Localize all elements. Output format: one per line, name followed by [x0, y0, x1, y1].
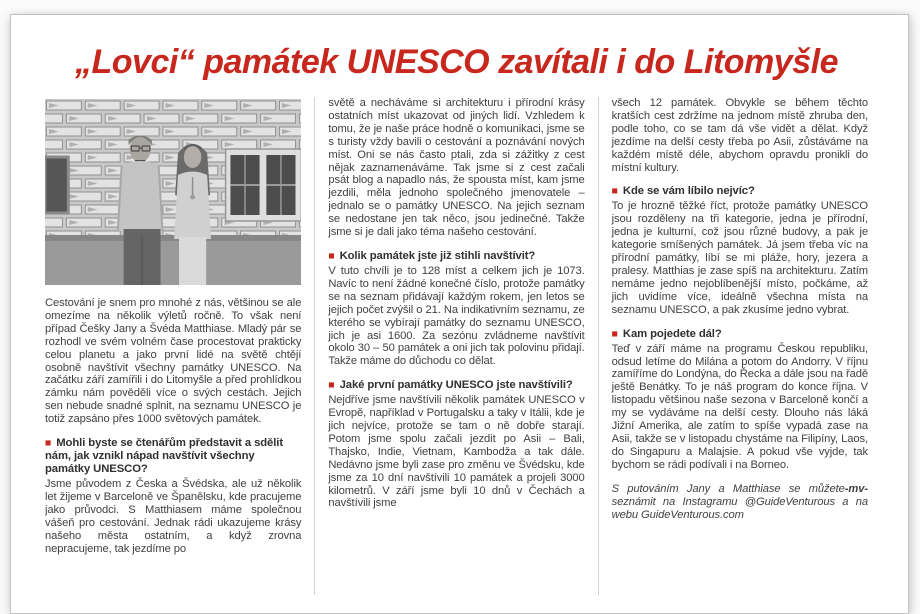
footer-note	[612, 483, 868, 522]
question-2-text: Kolik památek jste již stihli navštívit?	[339, 249, 536, 262]
question-5-text: Kam pojedete dál?	[622, 327, 722, 340]
column-1	[45, 97, 314, 595]
question-3-text: Jaké první památky UNESCO jste navštívili?	[339, 379, 573, 392]
answer-1-continued: světě a necháváme si architekturu i přírodní krásy ostatních míst ukazovat od jiných lidí. Vzhledem k tomu, že je naše práce hodně o komunikaci, jsme se s turisty vždy bavili o cestování a poznávání nových míst. Oni se nás často ptali, zda si zážitky z cest nějak zaznamenáváme. Tak jsme si z cest začali psát blog a napadlo nás, že spousta míst, kam jsme jezdili, měla jednoho společného jmenovatele – jednalo se o památky UNESCO. Na jejich seznam se nedostane jen tak něco, jsou jedinečné. Takže jsme si je dali jako téma našeho cestování.	[328, 97, 585, 239]
author-signature: -mv-	[844, 482, 868, 495]
answer-3-paragraph: Nejdříve jsme navštívili několik památek UNESCO v Evropě, například v Portugalsku a taky v Itálii, kde je jich nejvíce, protože se tam o ně dobře starají. Potom jsme spolu začali jezdit po Asii – Bali, Thajsko, Indie, Vietnam, Kambodža a tak dále. Nedávno jsme byli zase pro změnu ve Švédsku, kde jsme za 10 dní navštívili 10 památek a projeli 3000 kilometrů. V září jsme byli 10 dnů v Čechách a navštívili jsme	[328, 394, 585, 510]
question-5-heading	[612, 328, 868, 341]
intro-paragraph: Cestování je snem pro mnohé z nás, většinou se ale omezíme na několik výletů ročně. To však není případ Češky Jany a Švéda Matthiase. Mladý pár se rozhodl ve svém volném čase procestovat prakticky celou planetu a jako první lidé na světě chtějí osobně navštívit všechny památky UNESCO. Na začátku září zamířili i do Litomyšle a před prohlídkou zámku nám pověděli více o svých cestách. Jejich sen nebude snadné splnit, na seznamu UNESCO je totiž zapsáno přes 1000 světových památek.	[45, 297, 302, 426]
question-4-text: Kde se vám líbilo nejvíc?	[622, 185, 755, 198]
column-2	[314, 97, 597, 595]
footer-note-text: S putováním Jany a Matthiase se můžete seznámit na Instagramu @GuideVenturous a na webu GuideVenturous.com	[611, 482, 868, 521]
column-3	[598, 97, 868, 595]
answer-5-paragraph: Teď v září máme na programu Českou republiku, odsud letíme do Milána a potom do Andorry. V říjnu zamíříme do Londýna, do Řecka a dále jsou na řadě ještě Benátky. To je náš program do konce října. V listopadu většinou naše sezona v Barceloně končí a my se vydáváme na delší cesty. Dlouho nás láká Jižní Amerika, ale zatím to spíše vypadá zase na Asii, takže se v listopadu chystáme na Filipíny, Laos, do Singapuru a Malajsie. A pokud vše vyjde, tak bychom se rádi podívali i na Borneo.	[611, 342, 868, 471]
answer-4-paragraph: To je hrozně těžké říct, protože památky UNESCO jsou rozděleny na tři kategorie, jedna je přírodní, jedna je kulturní, což jsou různé budovy, a pak je kategorie smíšených památek. Já jsem třeba víc na přírodní památky, líbí se mi pláže, hory, jezera a pralesy. Matthias je zase spíš na architekturu. Zatím nemáme jedno nejoblíbenější místo, počkáme, až jich uvidíme více, ideálně všechna místa na seznamu UNESCO, a pak zkusíme jedno vybrat.	[611, 200, 868, 316]
question-2-heading	[328, 250, 584, 263]
question-1-heading	[45, 437, 301, 476]
red-square-bullet-icon: ■	[611, 327, 618, 340]
couple-photo-illustration	[45, 99, 301, 285]
red-square-bullet-icon: ■	[45, 437, 52, 450]
red-square-bullet-icon: ■	[328, 249, 335, 262]
answer-1-paragraph: Jsme původem z Česka a Švédska, ale už několik let žijeme v Barceloně ve Španělsku, kde pracujeme jako průvodci. S Matthiasem máme společnou vášeň pro cestování. Jednak rádi ukazujeme krásy našeho města ostatním, a když zrovna nepracujeme, tak jezdíme po	[45, 478, 302, 555]
magazine-page	[10, 14, 909, 614]
red-square-bullet-icon: ■	[328, 379, 335, 392]
answer-2-paragraph: V tuto chvíli je to 128 míst a celkem jich je 1073. Navíc to není žádné konečné číslo, protože památky se na seznam přidávají každým rokem, jen letos se jejich počet zvýšil o 21. Na indikativním seznamu, ze kterého se vybírají památky do seznamu UNESCO, jich je asi 1600. Za sezónu zvládneme navštívit okolo 30 – 50 památek a oni jich tak polovinu přidají. Takže máme do důchodu co dělat.	[328, 264, 585, 368]
answer-3-continued: všech 12 památek. Obvykle se během těchto kratších cest zdržíme na jednom místě zhruba den, podle toho, co se tam dá vše vidět a dělat. Když jezdíme na delší cesty třeba po Asii, zůstáváme na každém místě déle, abychom opravdu pronikli do místní kultury.	[611, 97, 868, 174]
article-columns	[45, 97, 868, 595]
question-1-text: Mohli byste se čtenářům představit a sdělit nám, jak vznikl nápad navštívit všechny památky UNESCO?	[45, 437, 283, 476]
red-square-bullet-icon: ■	[611, 185, 618, 198]
article-title: „Lovci“ památek UNESCO zavítali i do Litomyšle	[75, 43, 838, 81]
couple-photo	[45, 99, 301, 285]
question-4-heading	[612, 185, 868, 198]
question-3-heading	[328, 379, 584, 392]
